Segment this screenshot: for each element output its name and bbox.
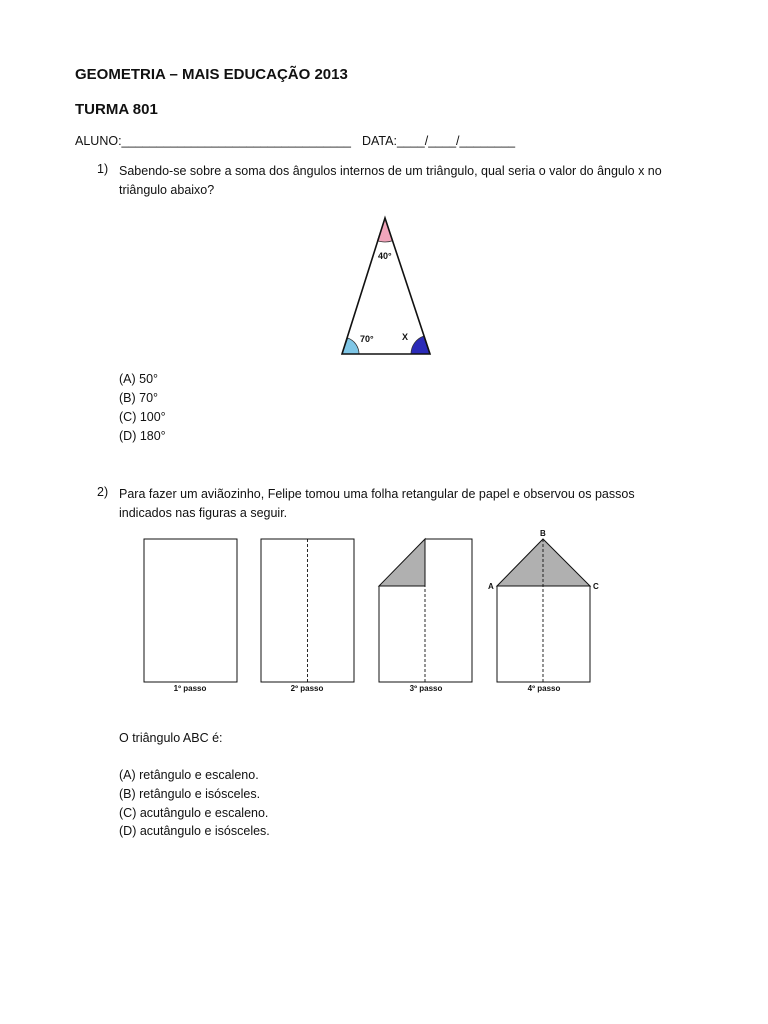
question1-option-c: (C) 100° <box>119 410 166 424</box>
date-field: DATA:____/____/________ <box>362 134 516 148</box>
class-label: TURMA 801 <box>75 101 158 118</box>
question1-text-line1: Sabendo-se sobre a soma dos ângulos internos de um triângulo, qual seria o valor do ângulo x no <box>119 164 662 178</box>
question1-option-a: (A) 50° <box>119 372 159 386</box>
top-angle-label: 40° <box>378 251 392 261</box>
question1-option-b: (B) 70° <box>119 391 159 405</box>
question2-text-line2: indicados nas figuras a seguir. <box>119 506 288 520</box>
step2-label: 2º passo <box>290 684 324 693</box>
vertex-c-label: C <box>593 582 599 591</box>
question2-option-c: (C) acutângulo e escaleno. <box>119 806 269 820</box>
question1-number: 1) <box>97 162 109 176</box>
question1-option-d: (D) 180° <box>119 429 166 443</box>
step3-label: 3º passo <box>409 684 443 693</box>
question2-prompt: O triângulo ABC é: <box>119 731 223 745</box>
step4-triangle-abc <box>497 539 590 586</box>
step3-folded-flap <box>379 539 425 586</box>
vertex-a-label: A <box>488 582 494 591</box>
step1-sheet <box>144 539 237 682</box>
step4-label: 4º passo <box>527 684 561 693</box>
step1-label: 1º passo <box>173 684 207 693</box>
paper-folding-figure <box>130 525 605 700</box>
left-angle-label: 70° <box>360 334 374 344</box>
page-title: GEOMETRIA – MAIS EDUCAÇÃO 2013 <box>75 66 348 83</box>
question2-option-a: (A) retângulo e escaleno. <box>119 768 259 782</box>
question2-text-line1: Para fazer um aviãozinho, Felipe tomou uma folha retangular de papel e observou os passos <box>119 487 635 501</box>
right-angle-label: X <box>402 332 409 342</box>
question1-text-line2: triângulo abaixo? <box>119 183 215 197</box>
top-angle-arc <box>377 218 392 242</box>
question2-option-b: (B) retângulo e isósceles. <box>119 787 261 801</box>
student-name-field: ALUNO:_________________________________ <box>75 134 351 148</box>
question1-text <box>119 162 699 200</box>
triangle-figure <box>330 210 440 360</box>
question2-number: 2) <box>97 485 109 499</box>
question2-text <box>119 485 699 523</box>
vertex-b-label: B <box>540 529 546 538</box>
question2-option-d: (D) acutângulo e isósceles. <box>119 824 270 838</box>
step4-sheet <box>497 586 590 682</box>
